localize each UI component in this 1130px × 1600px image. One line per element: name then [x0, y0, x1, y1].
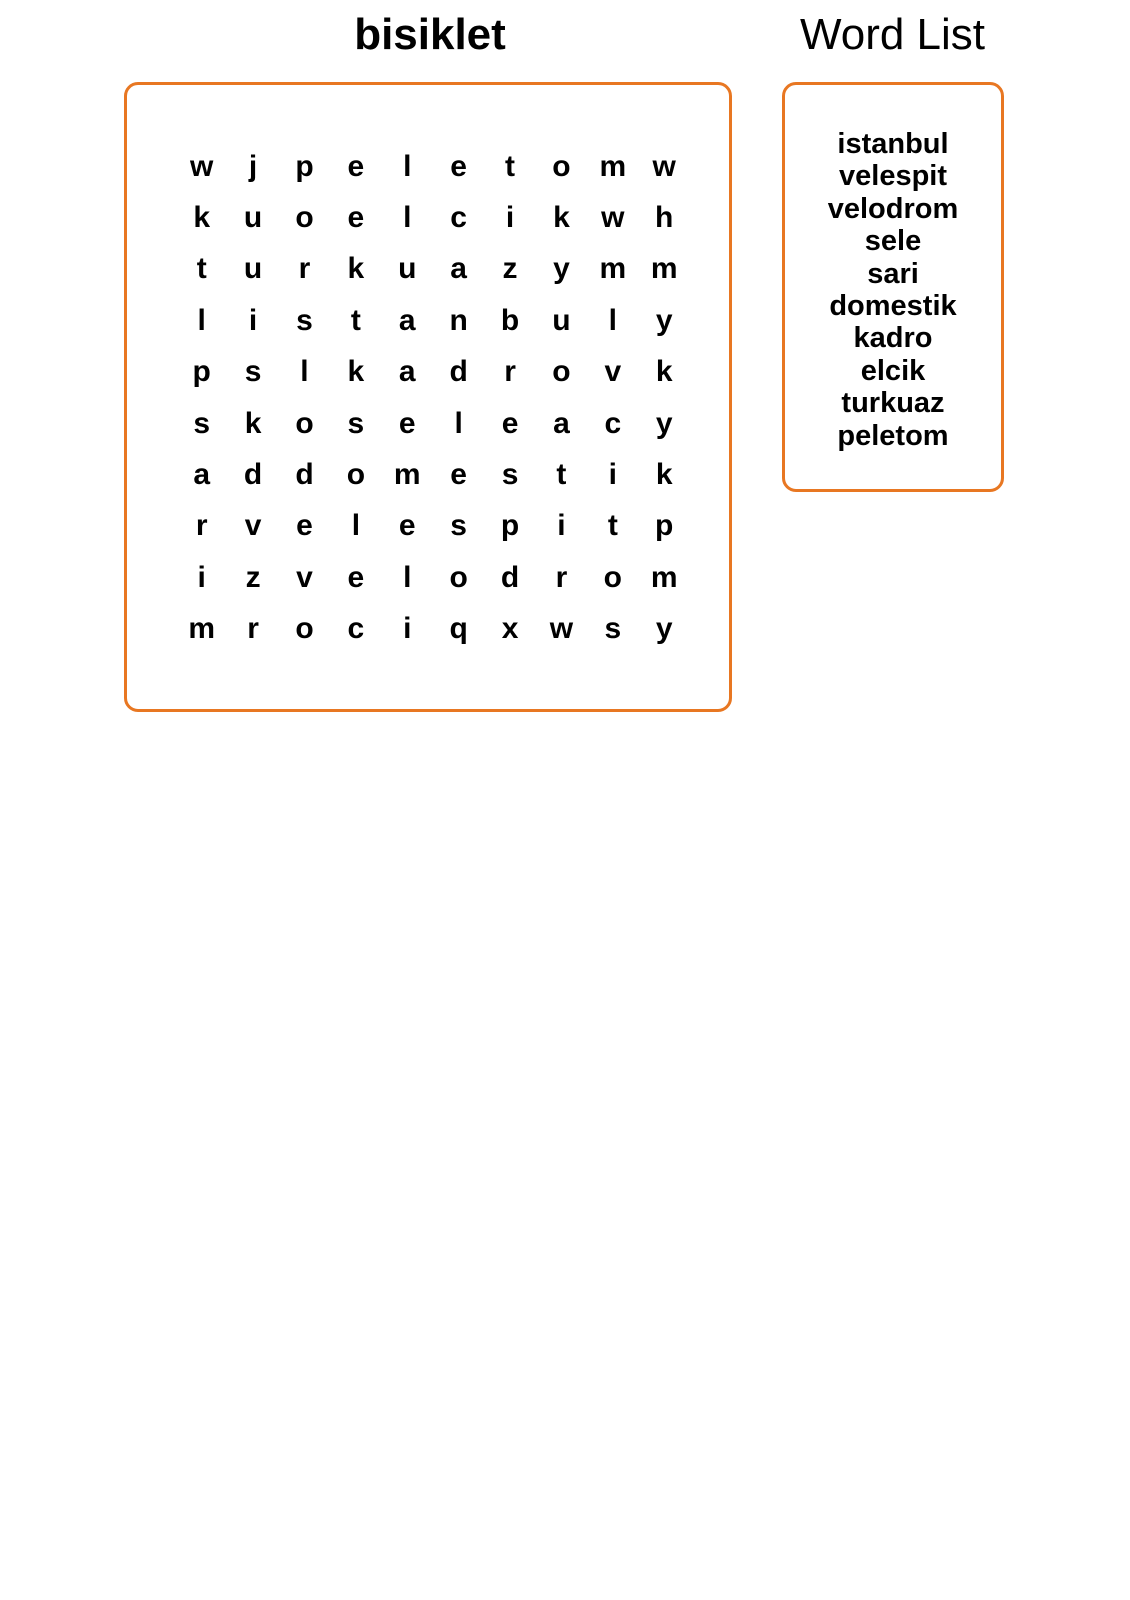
- grid-cell[interactable]: e: [347, 149, 365, 183]
- grid-cell[interactable]: t: [556, 458, 567, 492]
- word-list: [785, 128, 1001, 452]
- grid-cell[interactable]: i: [557, 509, 566, 543]
- grid-cell[interactable]: z: [245, 560, 261, 594]
- grid-cell[interactable]: o: [603, 560, 622, 594]
- grid-cell[interactable]: m: [650, 252, 678, 286]
- grid-cell[interactable]: l: [300, 355, 309, 389]
- grid-cell[interactable]: o: [295, 201, 314, 235]
- grid-cell[interactable]: c: [347, 612, 365, 646]
- grid-cell[interactable]: e: [296, 509, 313, 543]
- grid-cell[interactable]: m: [650, 560, 678, 594]
- grid-cell[interactable]: a: [398, 355, 416, 389]
- grid-cell[interactable]: r: [555, 560, 568, 594]
- grid-cell[interactable]: s: [347, 406, 365, 440]
- grid-cell[interactable]: o: [295, 612, 314, 646]
- word-list-item: domestik: [829, 290, 957, 323]
- grid-cell[interactable]: z: [502, 252, 518, 286]
- grid-cell[interactable]: w: [652, 149, 676, 183]
- grid-cell[interactable]: e: [347, 560, 365, 594]
- grid-cell[interactable]: k: [193, 201, 211, 235]
- grid-cell[interactable]: r: [298, 252, 311, 286]
- grid-cell[interactable]: d: [243, 458, 263, 492]
- grid-cell[interactable]: o: [295, 406, 314, 440]
- grid-cell[interactable]: l: [454, 406, 463, 440]
- grid-cell[interactable]: l: [403, 560, 412, 594]
- grid-cell[interactable]: u: [243, 201, 263, 235]
- grid-cell[interactable]: o: [346, 458, 366, 492]
- grid-cell[interactable]: k: [347, 355, 365, 389]
- grid-cell[interactable]: o: [552, 355, 571, 389]
- grid-cell[interactable]: l: [351, 509, 361, 543]
- grid-cell[interactable]: k: [553, 201, 570, 235]
- grid-cell[interactable]: d: [295, 458, 314, 492]
- grid-cell[interactable]: u: [398, 252, 417, 286]
- word-list-item: peletom: [837, 419, 949, 452]
- puzzle-title: bisiklet: [354, 10, 506, 59]
- grid-cell[interactable]: m: [393, 458, 421, 492]
- letter-grid: [176, 141, 690, 655]
- grid-cell[interactable]: p: [192, 355, 211, 389]
- grid-cell[interactable]: t: [607, 509, 618, 543]
- word-list-item: velespit: [839, 160, 947, 193]
- grid-cell[interactable]: b: [500, 303, 520, 337]
- grid-cell[interactable]: s: [604, 612, 622, 646]
- grid-cell[interactable]: e: [501, 406, 519, 440]
- grid-cell[interactable]: w: [190, 149, 214, 183]
- grid-cell[interactable]: s: [244, 355, 262, 389]
- grid-cell[interactable]: a: [193, 458, 211, 492]
- grid-cell[interactable]: s: [296, 303, 313, 337]
- grid-cell[interactable]: y: [655, 406, 673, 440]
- word-list-item: velodrom: [827, 192, 959, 225]
- grid-cell[interactable]: v: [244, 509, 262, 543]
- grid-cell[interactable]: i: [505, 201, 515, 235]
- grid-cell[interactable]: t: [350, 303, 361, 337]
- grid-cell[interactable]: y: [553, 252, 570, 286]
- grid-cell[interactable]: a: [398, 303, 416, 337]
- grid-cell[interactable]: e: [398, 406, 416, 440]
- grid-cell[interactable]: q: [449, 612, 468, 646]
- grid-cell[interactable]: s: [193, 406, 211, 440]
- grid-cell[interactable]: w: [549, 612, 574, 646]
- grid-cell[interactable]: r: [195, 509, 208, 543]
- grid-cell[interactable]: k: [244, 406, 262, 440]
- grid-cell[interactable]: s: [450, 509, 467, 543]
- grid-cell[interactable]: l: [403, 201, 412, 235]
- grid-cell[interactable]: s: [501, 458, 519, 492]
- grid-cell[interactable]: l: [403, 149, 412, 183]
- grid-cell[interactable]: c: [604, 406, 622, 440]
- grid-cell[interactable]: n: [449, 303, 468, 337]
- grid-cell[interactable]: k: [347, 252, 365, 286]
- grid-cell[interactable]: c: [450, 201, 467, 235]
- grid-cell[interactable]: y: [655, 303, 673, 337]
- grid-cell[interactable]: i: [248, 303, 258, 337]
- word-list-title: Word List: [799, 10, 986, 59]
- grid-cell[interactable]: e: [450, 149, 467, 183]
- grid-cell[interactable]: r: [504, 355, 516, 389]
- grid-cell[interactable]: u: [552, 303, 571, 337]
- grid-cell[interactable]: y: [655, 612, 673, 646]
- grid-cell[interactable]: i: [608, 458, 617, 492]
- word-list-item: elcik: [860, 354, 926, 387]
- grid-cell[interactable]: d: [500, 560, 520, 594]
- grid-cell[interactable]: j: [248, 149, 258, 183]
- grid-cell[interactable]: m: [188, 612, 216, 646]
- grid-cell[interactable]: v: [604, 355, 622, 389]
- grid-cell[interactable]: i: [197, 560, 206, 594]
- word-list-item: kadro: [853, 322, 933, 355]
- grid-cell[interactable]: l: [608, 303, 617, 337]
- grid-cell[interactable]: v: [296, 560, 313, 594]
- grid-cell[interactable]: h: [655, 201, 674, 235]
- grid-cell[interactable]: t: [505, 149, 516, 183]
- grid-cell[interactable]: a: [450, 252, 467, 286]
- grid-cell[interactable]: a: [553, 406, 570, 440]
- grid-cell[interactable]: t: [196, 252, 207, 286]
- grid-cell[interactable]: l: [197, 303, 206, 337]
- grid-cell[interactable]: d: [449, 355, 468, 389]
- word-list-panel: [782, 82, 1004, 492]
- word-list-item: sari: [867, 257, 919, 290]
- grid-cell[interactable]: w: [601, 201, 625, 235]
- grid-cell[interactable]: p: [655, 509, 674, 543]
- grid-cell[interactable]: u: [243, 252, 263, 286]
- grid-cell[interactable]: k: [655, 458, 673, 492]
- grid-cell[interactable]: e: [347, 201, 365, 235]
- word-list-item: sele: [864, 225, 922, 258]
- grid-cell[interactable]: x: [501, 612, 519, 646]
- word-list-item: istanbul: [837, 128, 949, 160]
- grid-cell[interactable]: p: [500, 509, 520, 543]
- grid-cell[interactable]: p: [295, 149, 314, 183]
- grid-cell[interactable]: m: [599, 149, 627, 183]
- grid-cell[interactable]: e: [450, 458, 467, 492]
- grid-cell[interactable]: m: [599, 252, 627, 286]
- word-list-item: turkuaz: [841, 387, 945, 420]
- grid-cell[interactable]: i: [403, 612, 412, 646]
- grid-cell[interactable]: o: [449, 560, 468, 594]
- grid-cell[interactable]: k: [655, 355, 673, 389]
- grid-cell[interactable]: e: [398, 509, 416, 543]
- letter-grid-panel: [124, 82, 732, 712]
- grid-cell[interactable]: r: [247, 612, 259, 646]
- grid-cell[interactable]: o: [552, 149, 571, 183]
